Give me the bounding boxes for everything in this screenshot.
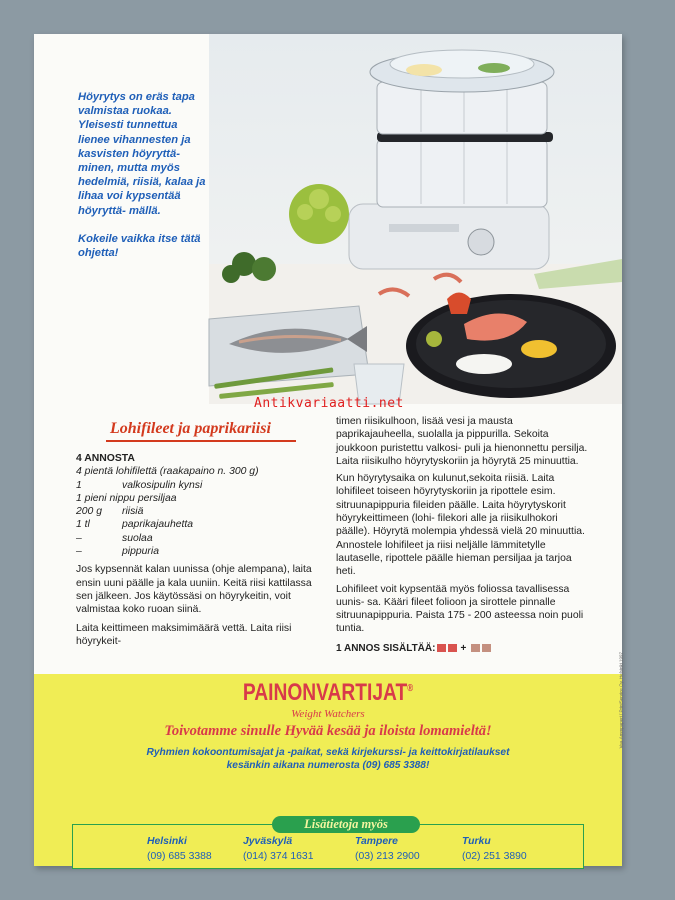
registered-mark: ® — [407, 683, 414, 694]
city-name: Tampere — [355, 836, 398, 847]
intro-text — [78, 90, 208, 274]
ingredient-row — [76, 479, 324, 492]
ingredient-note: 4 pientä lohifilettä (raakapaino n. 300 g) — [76, 466, 259, 478]
ingredient-quantity: – — [76, 546, 82, 558]
ingredient-quantity: – — [76, 532, 82, 544]
method-paragraph: Kun höyrytysaika on kulunut,sekoita riisiä. Laita lohifileet toiseen höyrytyskoriin ja ripottele esim. sitruunapippuria fileiden päälle. Laita höyrytyskorit höyrykeittimeen (lohi- filekori alle ja riisikulhokori päälle). Höyrytä molempia yhdessä vielä 20 minuuttia. Annostele lohifileet ja riisi neljälle lämmitetylle lautaselle, ripottele päälle hieman persiljaa ja tarjoa heti. — [336, 473, 585, 578]
ingredient-row — [76, 545, 324, 558]
brand-subtitle: Weight Watchers — [291, 708, 365, 720]
ingredient-name: riisiä — [122, 506, 144, 518]
city-phone: (03) 213 2900 — [355, 851, 420, 862]
magazine-page — [34, 34, 622, 866]
ingredient-name: valkosipulin kynsi — [122, 479, 203, 491]
watermark: Antikvariaatti.net — [254, 396, 404, 411]
nutrition-label: 1 ANNOS SISÄLTÄÄ: — [336, 642, 436, 654]
city-phone: (014) 374 1631 — [243, 851, 314, 862]
print-credit: Vaa-Ammpaperi / PrintService Oy, Helsinki 1997 — [618, 652, 623, 749]
city-phone: (02) 251 3890 — [462, 851, 527, 862]
title-underline — [106, 440, 296, 442]
method-paragraph: Jos kypsennät kalan uunissa (ohje alempana), laita ensin uuni päälle ja kala uuniin. Keitä riisi kattilassa sen jälkeen. Jos käytössäsi on höyrykeitin, voit valmistaa koko ruoan siinä. — [76, 564, 312, 616]
brand-name: PAINONVARTIJAT — [242, 679, 408, 706]
ingredient-quantity: 200 g — [76, 506, 103, 518]
city-name: Helsinki — [147, 836, 187, 847]
ad-info: Ryhmien kokoontumisajat ja -paikat, sekä kirjekurssi- ja keittokirjatilaukset kesänkin aikana numerosta (09) 685 3388! — [146, 747, 510, 771]
ingredient-row — [76, 518, 324, 531]
city-contact — [355, 836, 420, 862]
contact-section — [72, 816, 592, 869]
recipe-left-column — [76, 452, 324, 648]
city-contact — [462, 836, 527, 862]
nutrition-plus: + — [460, 642, 467, 654]
city-name: Jyväskylä — [243, 836, 293, 847]
nutrition-info — [336, 642, 590, 655]
ingredient-name: paprikajauhetta — [122, 519, 194, 531]
city-name: Turku — [462, 836, 491, 847]
city-contact — [147, 836, 212, 862]
city-contact — [243, 836, 313, 862]
ingredient-quantity: 1 — [76, 479, 82, 491]
nutrition-square-icon — [482, 644, 491, 652]
recipe-title: Lohifileet ja paprikariisi — [110, 420, 271, 437]
method-paragraph: Laita keittimeen maksimimäärä vettä. Laita riisi höyrykeit- — [76, 622, 292, 647]
ingredient-list — [76, 479, 324, 559]
city-phone: (09) 685 3388 — [147, 851, 212, 862]
ingredient-quantity: 1 tl — [76, 519, 90, 531]
ingredient-quantity: 1 pieni nippu persiljaa — [76, 492, 177, 504]
servings: 4 ANNOSTA — [76, 453, 135, 464]
intro-cta: Kokeile vaikka itse tätä ohjetta! — [78, 232, 201, 260]
ingredient-row — [76, 492, 324, 505]
brand-logo — [93, 679, 563, 707]
nutrition-square-icon — [471, 644, 480, 652]
nutrition-square-icon — [448, 644, 457, 652]
ingredient-row — [76, 505, 324, 518]
method-paragraph: Lohifileet voit kypsentää myös foliossa tavallisessa uunis- sa. Kääri fileet folioon ja sirottele pinnalle sitruunapippuria. Paista 175 - 200 asteessa noin puoli tuntia. — [336, 583, 584, 635]
ingredient-row — [76, 532, 324, 545]
weight-watchers-ad — [34, 674, 622, 866]
intro-paragraph: Höyrytys on eräs tapa valmistaa ruokaa. Yleisesti tunnettua lienee vihannesten ja kasvisten höyryttä- minen, mutta myös hedelmiä, riisiä, kalaa ja lihaa voi kypsentää höyryttä- mällä. — [78, 91, 206, 217]
nutrition-square-icon — [437, 644, 446, 652]
recipe-right-column — [336, 415, 590, 655]
steamer-photo — [209, 34, 622, 404]
method-paragraph: timen riisikulhoon, lisää vesi ja mausta paprikajauheella, suolalla ja pippurilla. Sekoita joukkoon puristettu valkosi- puli ja hienonnettu persilja. Laita riisikulho höyrytyskoriin ja höyrytä 25 minuuttia. — [336, 416, 588, 467]
ingredient-name: suolaa — [122, 532, 153, 544]
more-info-badge: Lisätietoja myös — [272, 816, 420, 833]
ingredient-name: pippuria — [122, 546, 159, 558]
ad-greeting: Toivotamme sinulle Hyvää kesää ja iloista lomamieltä! — [164, 723, 492, 739]
